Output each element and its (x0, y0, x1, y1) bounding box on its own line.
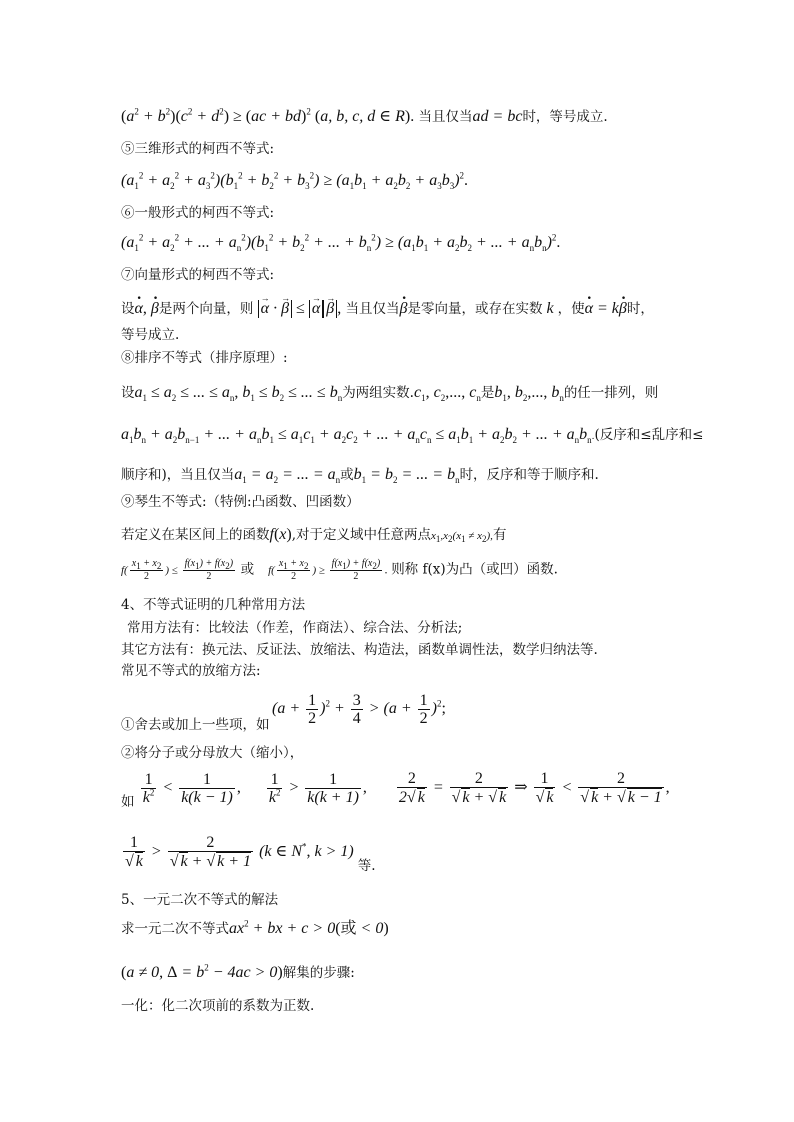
item8-text-g: 或 (340, 467, 354, 483)
cauchy-2d-formula: $(a^2 + b^2)(c^2 + d^2) \ge (ac + bd)^2$ (a, b, c, d ∈ R). (121, 106, 415, 125)
rearrangement-inequality-line: $a_1b_n + a_2b_{n-1}$ + ... + $a_nb_1 \le a_1c_1 + a_2c_2$ + ... + $a_nc_n \le a_1b_1 + a_2b_2$ + ... + $a_nb_n$.(反序和≤乱序和≤ (121, 426, 704, 446)
item7-text-b: 是两个向量，则 (158, 301, 254, 317)
item5-title: ⑤三维形式的柯西不等式: (121, 141, 275, 157)
section5-step1: 一化：化二次项前的系数为正数. (121, 998, 315, 1014)
item9-text-a: 若定义在某区间上的函数 (121, 527, 270, 543)
scale2-last-example-line: $\frac{1}{√ k}$ > $\frac{2}{√ k + √ k + 1}$ (k ∈ N*, k > 1) 等. (125, 834, 376, 874)
item7-continuation: 等号成立. (121, 327, 180, 343)
item9-text-b: ,对于定义域中任意两点 (291, 527, 432, 543)
item9-text-e: 则称 f(x)为凸（或凹）函数. (391, 561, 558, 578)
vector-alpha-beta: · α, · β (135, 300, 159, 317)
section5-text-b: 解集的步骤: (282, 965, 355, 981)
item7-text-d: 是零向量，或存在实数 (407, 301, 543, 317)
section5-condition-line: (a ≠ 0, $\Delta = b^2 - 4ac > 0$)解集的步骤: (121, 962, 355, 981)
section5-title: 5、一元二次不等式的解法 (121, 892, 279, 908)
item7-title: ⑦向量形式的柯西不等式: (121, 267, 275, 283)
item7-text-f: 时， (626, 301, 654, 317)
item7-text-c: 当且仅当 (345, 301, 400, 317)
item8-text-c: 是 (480, 385, 495, 401)
scale2-deng-text: 等. (357, 857, 376, 874)
section4-other-methods: 其它方法有：换元法、反证法、放缩法、构造法，函数单调性法，数学归纳法等. (121, 642, 598, 658)
item8-text-b: 为两组实数. (342, 385, 414, 401)
item9-text-d: 或 (240, 561, 255, 578)
scale1-text: ①舍去或加上一些项，如 (121, 717, 270, 733)
item8-text-h: 时，反序和等于顺序和. (459, 467, 599, 483)
scale2-text: ②将分子或分母放大（缩小）， (121, 745, 304, 761)
cauchy-2d-end-text: 时，等号成立. (522, 109, 608, 125)
cauchy-2d-condition-text: 当且仅当 (418, 109, 473, 125)
cauchy-2d-line (121, 108, 608, 126)
item8-text-f: 顺序和)，当且仅当 (121, 467, 235, 483)
section4-common-methods: 常用方法有：比较法（作差，作商法）、综合法、分析法; (127, 620, 463, 636)
rearrangement-condition-line: 顺序和)，当且仅当$a_1 = a_2$ = ... = $a_n$或$b_1 = b_2$ = ... = $b_n$时，反序和等于顺序和. (121, 466, 599, 486)
jensen-formula-line: f( $\frac{x_1 + x_2}{2}$ ) ≤ $\frac{f(x_1) + f(x_2)}{2}$ 或 f( $\frac{x_1 + x_2}{2}$ ) ≥ $\frac{f(x_1) + f(x_2)}{2}$ . 则称 f(x)为凸（或凹）函数. (121, 558, 558, 582)
vector-equality: · α = k· β (585, 300, 627, 317)
scale2-examples-line: 如 $\frac{1}{k^2}$ < $\frac{1}{k(k - 1)}$ , $\frac{1}{k^2}$ > $\frac{1}{k(k + 1)}$ , $\frac{2}{2√ k}$ = $\frac{2}{√ k + √ k}$ ⇒ $\frac{1}{√ k}$ < $\frac{2}{√ k + √ k - 1}$ , (121, 770, 670, 810)
section4-title: 4、不等式证明的几种常用方法 (121, 597, 306, 613)
vector-inequality: → α · → β ≤ → α→ β , (258, 300, 342, 317)
cauchy-2d-equality-formula: ad = bc (472, 108, 523, 125)
item7-text-e: ，使 (557, 301, 585, 317)
cauchy-general-formula: ($a_1^2 + a_2^2$ + ... + $a_n^2)(b_1^2 + b_2^2$ + ... + $b_n^2) \ge (a_1b_1 + a_2b_2$ + ... + $a_nb_n)^2$. (121, 232, 561, 254)
item7-text-a: 设 (121, 301, 135, 317)
scale1-example-formula: (a + $\frac{1}{2}$ )$^2$ + $\frac{3}{4}$ > (a + $\frac{1}{2}$ )$^2$; (272, 692, 446, 727)
item8-title: ⑧排序不等式（排序原理）: (121, 350, 288, 366)
item8-text-a: 设 (121, 385, 135, 401)
cauchy-3d-formula: $(a_1^2 + a_2^2 + a_3^2)(b_1^2 + b_2^2 + b_3^2) \ge (a_1b_1 + a_2b_2 + a_3b_3)^2$. (121, 170, 469, 192)
item9-title: ⑨琴生不等式:（特例:凸函数、凹函数） (121, 494, 360, 510)
section5-text-a: 求一元二次不等式 (121, 921, 229, 937)
scale2-ru-text: 如 (121, 793, 135, 810)
cauchy-vector-line: 设· α, · β是两个向量，则 → α · → β ≤ → α→ β , 当且仅当· β是零向量，或存在实数 k ，使· α = k· β时， (121, 300, 654, 318)
rearrangement-setup-line: 设$a_1 \le a_2$ ≤ ... ≤ $a_n$, $b_1 \le b_2$ ≤ ... ≤ $b_n$为两组实数$.c_1$, $c_2$,..., $c_n$是$b_1$, $b_2$,..., $b_n$的任一排列，则 (121, 384, 659, 404)
section4-scale-title: 常见不等式的放缩方法: (121, 663, 261, 679)
item9-text-c: 有 (492, 527, 507, 543)
section5-inequality-line: 求一元二次不等式$ax^2$ + bx + c > 0(或 < 0) (121, 918, 389, 937)
item8-text-d: 的任一排列，则 (563, 385, 659, 401)
item8-text-e: (反序和≤乱序和≤ (594, 427, 704, 443)
item6-title: ⑥一般形式的柯西不等式: (121, 205, 275, 221)
jensen-setup-line: 若定义在某区间上的函数f(x),对于定义域中任意两点$x_1,x_2(x_1 \ne x_2)$,有 (121, 526, 507, 545)
